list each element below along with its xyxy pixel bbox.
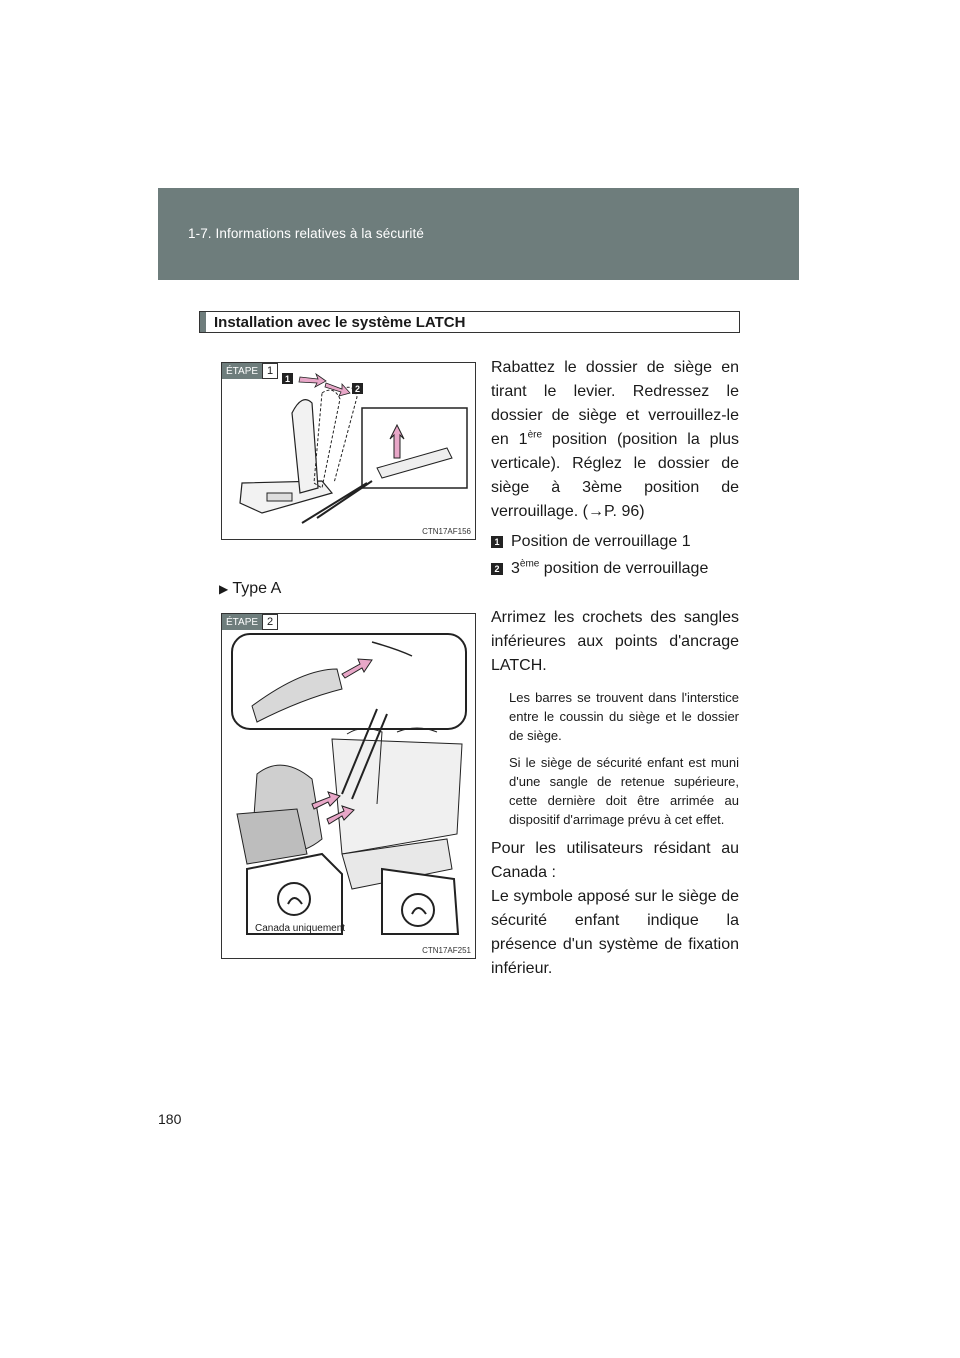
note-tether: Si le siège de sécurité enfant est muni d'une sangle de retenue supérieure, cette dernière doit être arrimée au dispositif d'arrimage prévu à cet effet. [509,755,739,827]
seat-lever-illustration [222,363,475,539]
step1-badge-label: ÉTAPE [222,363,262,379]
type-a-label: ▶ Type A [219,580,282,597]
svg-text:1: 1 [284,374,291,384]
canada-text: Le symbole apposé sur le siège de sécurité enfant indique la présence d'un système de fixation inférieur. [491,888,739,977]
step2-figure [221,613,476,959]
triangle-marker-icon: ▶ [219,582,229,596]
canada-only-caption: Canada uniquement [255,923,346,934]
step2-text [491,606,739,981]
figure2-code: CTN17AF251 [422,946,471,955]
step2-badge-label: ÉTAPE [222,614,262,630]
step2-badge-number: 2 [262,614,278,630]
chapter-title: 1-7. Informations relatives à la sécurité [188,226,424,241]
section-title: Installation avec le système LATCH [214,314,466,331]
figure1-code: CTN17AF156 [422,527,471,536]
note-bars: Les barres se trouvent dans l'interstice entre le coussin du siège et le dossier de siège. [509,690,739,743]
step1-figure [221,362,476,540]
step1-instruction: Rabattez le dossier de siège en tirant le levier. Redressez le dossier de siège et verrouillez-le en 1ère position (position la plus verticale). Réglez le dossier de siège à 3ème position de verrouillage. (→P. 96) [491,359,739,520]
step1-badge-number: 1 [262,363,278,379]
legend-badge-2: 2 [491,563,503,575]
latch-anchor-illustration [222,614,475,958]
section-title-bar [199,311,740,333]
step2-instruction: Arrimez les crochets des sangles inférieures aux points d'ancrage LATCH. [491,609,739,674]
section-title-tab [200,312,206,332]
child-seat-symbol-icon [402,894,434,926]
canada-heading: Pour les utilisateurs résidant au Canada : [491,840,739,881]
svg-text:2: 2 [354,384,361,394]
step1-text [491,356,739,581]
legend-badge-1: 1 [491,536,503,548]
legend-item-1: 1 Position de verrouillage 1 [491,530,739,554]
legend-item-2: 2 3ème position de verrouillage [491,557,739,581]
page-number: 180 [158,1111,182,1127]
chapter-header-band [158,188,799,280]
